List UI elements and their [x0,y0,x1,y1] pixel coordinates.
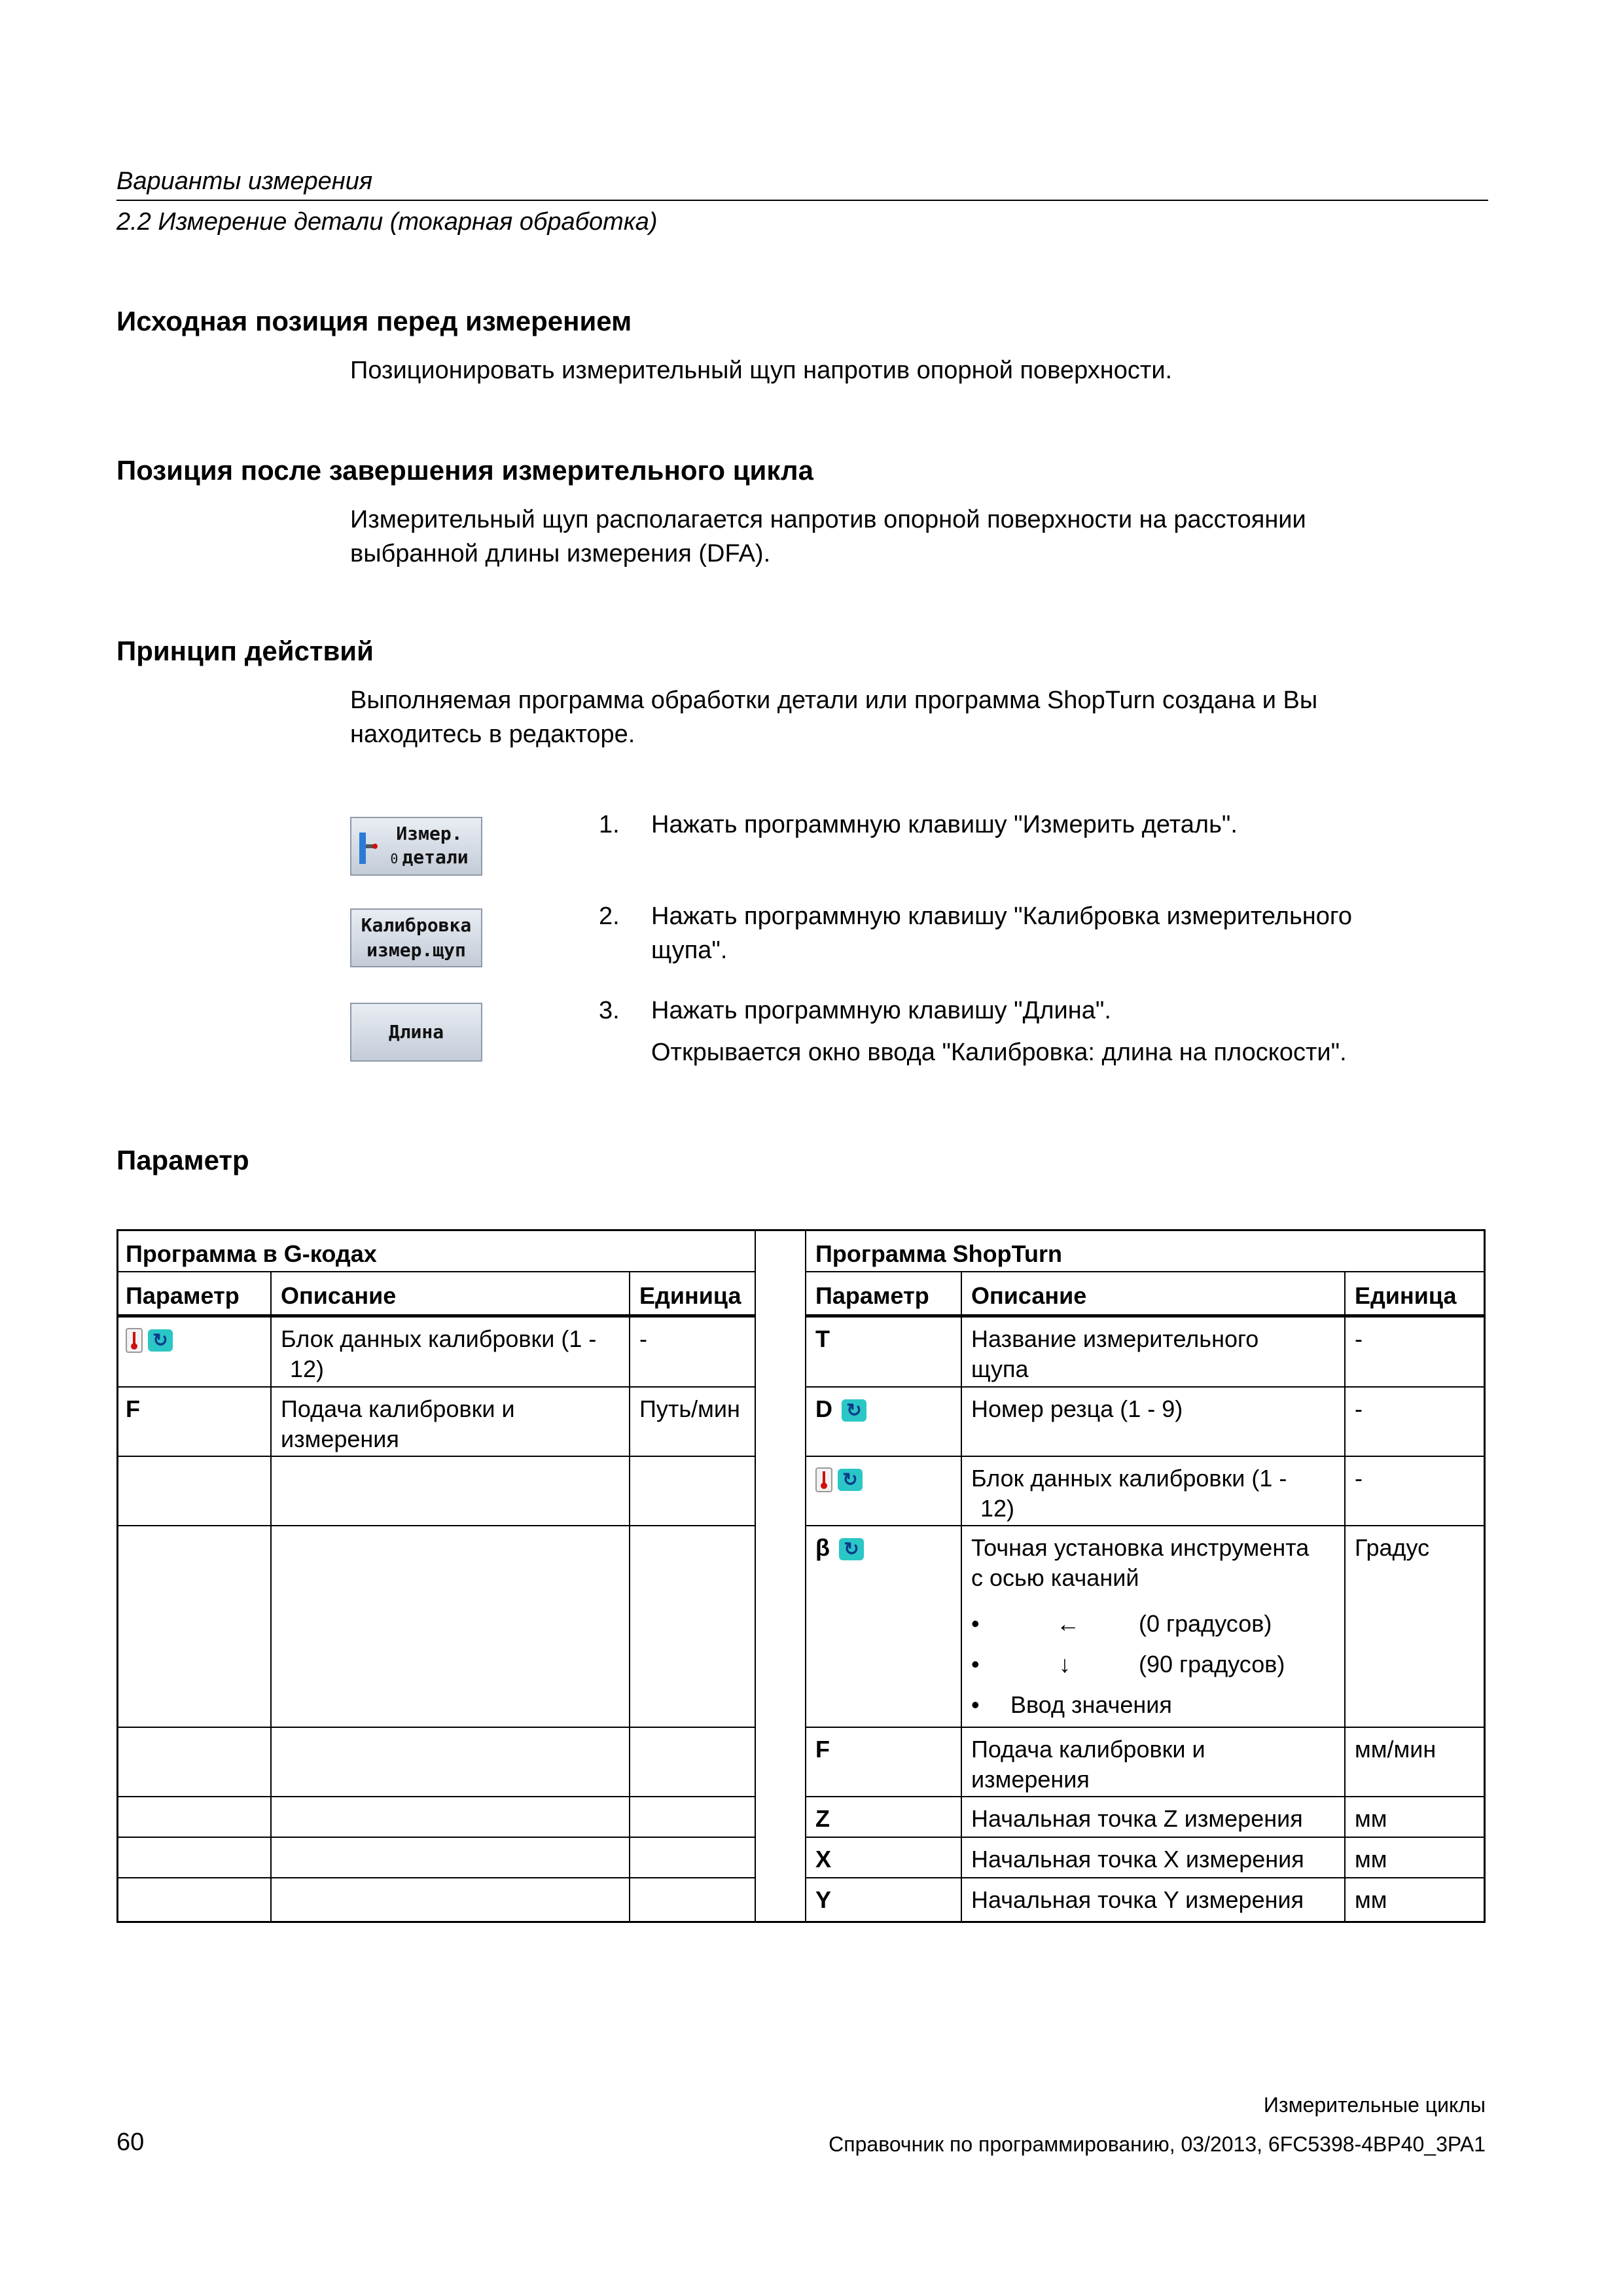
option-row [971,1644,1335,1685]
step-2-text-line1: Нажать программную клавишу "Калибровка измерительного [651,903,1353,930]
shopturn-r2-param [806,1388,961,1424]
desc-line: щупа [971,1355,1029,1382]
softkey-label-line2: детали [402,846,469,868]
bullet: • [971,1651,980,1677]
after-text-line2: выбранной длины измерения (DFA). [350,540,771,567]
measure-part-softkey[interactable] [350,817,482,876]
shopturn-r1-desc [962,1318,1344,1384]
gcode-r2-desc [272,1388,629,1454]
softkey-label-line1: Измер. [396,823,463,844]
cycle-icon: ↻ [842,1399,866,1422]
gcode-col-unit: Единица [639,1282,741,1309]
step-3-number: 3. [599,997,620,1024]
shopturn-r4-param [806,1526,961,1563]
param-symbol: β [815,1534,830,1561]
shopturn-r5-desc [962,1728,1344,1795]
softkey-label-line1: Калибровка [361,914,472,936]
bullet: • [971,1691,980,1718]
gcode-group-header: Программа в G-кодах [126,1240,377,1267]
gcode-col-desc: Описание [281,1282,397,1309]
start-heading: Исходная позиция перед измерением [116,306,632,336]
thermometer-icon [126,1328,143,1353]
cycle-icon: ↻ [148,1329,173,1352]
desc-line: с осью качаний [971,1564,1139,1591]
softkey-label-line2: измер.щуп [366,939,466,961]
shopturn-r5-unit: мм/мин [1355,1736,1436,1763]
shopturn-r8-unit: мм [1355,1886,1387,1913]
gcode-r2-unit: Путь/мин [639,1395,740,1422]
shopturn-r6-param: Z [815,1805,830,1832]
param-symbol: D [815,1395,832,1422]
shopturn-r1-param: T [815,1325,830,1352]
desc-line: измерения [281,1426,399,1452]
shopturn-r3-desc [962,1457,1344,1524]
arrow-left-icon: ← [1056,1610,1080,1637]
gcode-r1-param [116,1318,270,1354]
parameter-table [116,1229,1486,1923]
desc-line: 12) [290,1355,325,1382]
shopturn-r5-param: F [815,1736,830,1763]
shopturn-r2-unit: - [1355,1395,1363,1422]
footer-reference: Справочник по программированию, 03/2013, 6FC5398-4BP40_3PA1 [829,2132,1486,2156]
step-1-number: 1. [599,811,620,838]
chapter-title: Варианты измерения [116,168,373,195]
step-1-text: Нажать программную клавишу "Измерить деталь". [651,811,1238,838]
step-2-text-line2: щупа". [651,937,728,964]
header-rule [116,200,1488,201]
shopturn-r1-unit: - [1355,1325,1363,1352]
cycle-icon: ↻ [839,1538,864,1560]
cycle-icon: ↻ [838,1469,863,1491]
calibrate-probe-softkey[interactable] [350,908,482,967]
after-text-line1: Измерительный щуп располагается напротив опорной поверхности на расстоянии [350,506,1306,533]
bullet: • [971,1610,980,1637]
desc-line: Название измерительного [971,1325,1259,1352]
shopturn-col-desc: Описание [971,1282,1087,1309]
shopturn-r2-desc: Номер резца (1 - 9) [971,1395,1183,1422]
principle-heading: Принцип действий [116,636,374,666]
probe-icon [358,830,378,867]
gcode-r1-unit: - [639,1325,647,1352]
shopturn-group-header: Программа ShopTurn [815,1240,1062,1267]
shopturn-r3-param [806,1457,961,1494]
shopturn-r6-unit: мм [1355,1805,1387,1832]
desc-line: Блок данных калибровки (1 - [971,1465,1287,1492]
gcode-col-param: Параметр [126,1282,240,1309]
step-3-text: Нажать программную клавишу "Длина". [651,997,1111,1024]
shopturn-col-unit: Единица [1355,1282,1457,1309]
step-2-number: 2. [599,903,620,930]
shopturn-r7-param: X [815,1846,832,1873]
parameter-heading: Параметр [116,1145,249,1175]
gcode-r1-desc [272,1318,629,1384]
shopturn-r3-unit: - [1355,1465,1363,1492]
desc-line: измерения [971,1766,1090,1793]
option-text: (90 градусов) [1139,1651,1285,1677]
shopturn-r8-param: Y [815,1886,832,1913]
desc-line: Подача калибровки и [971,1736,1205,1763]
principle-text-line1: Выполняемая программа обработки детали или программа ShopTurn создана и Вы [350,687,1318,714]
option-text: (0 градусов) [1139,1610,1272,1637]
desc-line: Точная установка инструмента [971,1534,1310,1561]
shopturn-r4-unit: Градус [1355,1534,1430,1561]
shopturn-r6-desc: Начальная точка Z измерения [971,1805,1303,1832]
shopturn-r7-desc: Начальная точка X измерения [971,1846,1304,1873]
shopturn-r7-unit: мм [1355,1846,1387,1873]
shopturn-r8-desc: Начальная точка Y измерения [971,1886,1304,1913]
shopturn-col-param: Параметр [815,1282,929,1309]
softkey-small-label: 0 [390,851,399,867]
softkey-label: Длина [388,1021,444,1043]
page-number: 60 [116,2128,145,2156]
section-title: 2.2 Измерение детали (токарная обработка) [116,208,658,236]
length-softkey[interactable] [350,1003,482,1062]
arrow-down-icon: ↓ [1059,1651,1071,1677]
footer-book-title: Измерительные циклы [1263,2093,1486,2117]
desc-line: Блок данных калибровки (1 - [281,1325,597,1352]
option-row [971,1685,1335,1725]
desc-line: 12) [980,1495,1015,1522]
desc-line: Подача калибровки и [281,1395,515,1422]
option-row [971,1604,1335,1644]
thermometer-icon [815,1467,832,1492]
principle-text-line2: находитесь в редакторе. [350,721,635,748]
option-text: Ввод значения [1010,1691,1172,1718]
shopturn-r4-desc [962,1526,1344,1725]
start-text: Позиционировать измерительный щуп напротив опорной поверхности. [350,357,1173,384]
after-heading: Позиция после завершения измерительного цикла [116,455,813,486]
gcode-r2-param: F [126,1395,140,1422]
step-3-result-text: Открывается окно ввода "Калибровка: длина на плоскости". [651,1039,1347,1066]
